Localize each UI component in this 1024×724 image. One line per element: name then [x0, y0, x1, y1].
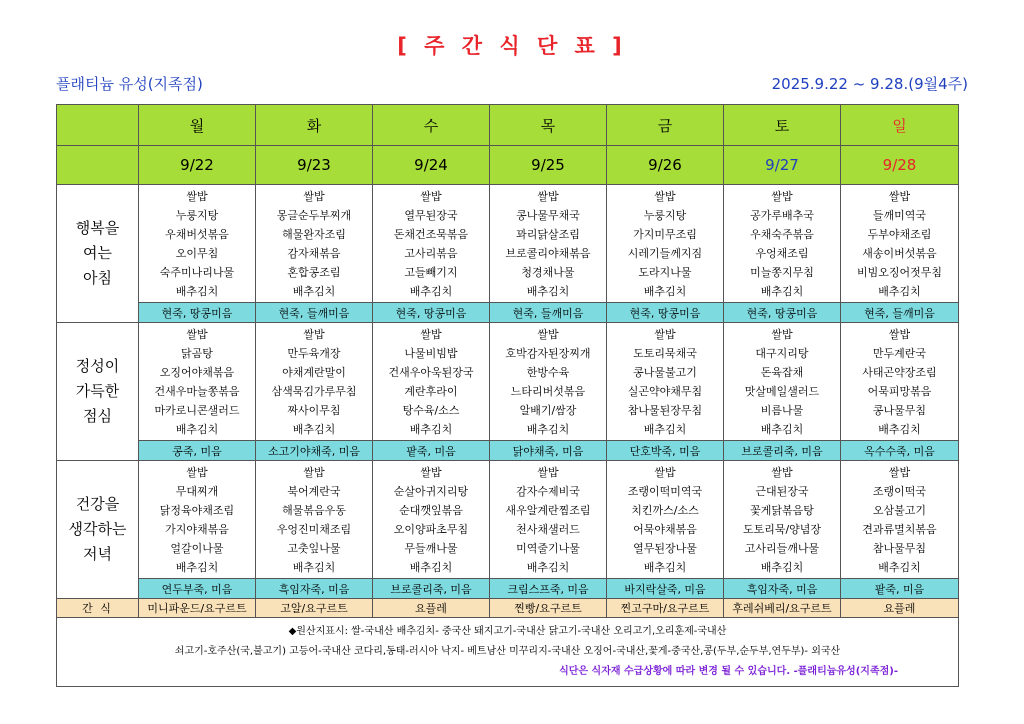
menu-item: 짜사이무침: [287, 403, 341, 417]
meal-label: [57, 461, 139, 599]
menu-item: 배추김치: [643, 560, 687, 574]
snack-cell: 후레쉬베리/요구르트: [724, 599, 841, 618]
menu-item: 쌀밥: [303, 465, 325, 479]
menu-cell: [256, 323, 373, 441]
menu-item: 북어계란국: [287, 484, 341, 498]
porridge-cell: 팥죽, 미음: [841, 579, 959, 599]
menu-item: 쌀밥: [420, 189, 442, 203]
corner-cell: [57, 105, 139, 146]
menu-item: 얼갈이나물: [170, 541, 224, 555]
menu-item: 조랭이떡미역국: [627, 484, 703, 498]
meal-label-line: 정성이: [75, 357, 120, 375]
porridge-cell: 현죽, 땅콩미음: [139, 303, 256, 323]
menu-item: 쌀밥: [186, 189, 208, 203]
menu-item: 돈채건조묵볶음: [393, 227, 469, 241]
snack-cell: 찐고구마/요구르트: [607, 599, 724, 618]
menu-item: 느타리버섯볶음: [510, 384, 586, 398]
menu-item: 도라지나물: [638, 265, 692, 279]
day-date: 9/26: [607, 146, 724, 185]
menu-cell: [724, 461, 841, 579]
day-name: 토: [724, 105, 841, 146]
day-date: 9/24: [373, 146, 490, 185]
menu-cell: [490, 185, 607, 303]
menu-item: 배추김치: [643, 284, 687, 298]
menu-item: 배추김치: [878, 284, 921, 298]
menu-item: 배추김치: [175, 560, 219, 574]
menu-item: 돈육잡채: [760, 365, 804, 379]
snack-row: [57, 599, 959, 618]
menu-item: 무들깨나물: [404, 541, 458, 555]
menu-item: 배추김치: [526, 422, 570, 436]
menu-item: 고사리들깨나물: [744, 541, 820, 555]
day-date: 9/27: [724, 146, 841, 185]
snack-cell: 요플레: [841, 599, 959, 618]
menu-item: 야채계란말이: [282, 365, 346, 379]
menu-item: 열무된장나물: [633, 541, 697, 555]
menu-cell: [373, 461, 490, 579]
snack-cell: 고알/요구르트: [256, 599, 373, 618]
meal-label: [57, 323, 139, 461]
menu-item: 대구지리탕: [755, 346, 809, 360]
menu-cell: [139, 323, 256, 441]
porridge-cell: 현죽, 들깨미음: [256, 303, 373, 323]
menu-item: 배추김치: [878, 422, 921, 436]
menu-item: 시레기들께지짐: [627, 246, 703, 260]
porridge-cell: 소고기야채죽, 미음: [256, 441, 373, 461]
porridge-cell: 현죽, 땅콩미음: [373, 303, 490, 323]
menu-item: 배추김치: [175, 284, 219, 298]
menu-item: 꽈리닭살조림: [516, 227, 580, 241]
meal-label-line: 저녁: [83, 545, 112, 563]
menu-item: 가지야채볶음: [165, 522, 229, 536]
menu-item: 쌀밥: [420, 327, 442, 341]
meal-row: [57, 323, 959, 441]
menu-item: 참나물된장무침: [627, 403, 703, 417]
menu-item: 쌀밥: [303, 189, 325, 203]
menu-item: 미늘쫑지무침: [750, 265, 814, 279]
menu-item: 쌀밥: [186, 465, 208, 479]
day-date: 9/23: [256, 146, 373, 185]
menu-item: 미역줄기나물: [516, 541, 580, 555]
menu-item: 배추김치: [760, 422, 804, 436]
menu-item: 감자채볶음: [287, 246, 341, 260]
menu-item: 쌀밥: [771, 327, 793, 341]
porridge-cell: 현죽, 땅콩미음: [724, 303, 841, 323]
menu-item: 무대찌개: [175, 484, 219, 498]
menu-item: 근대된장국: [755, 484, 809, 498]
meal-label-line: 점심: [83, 407, 112, 425]
menu-item: 해물볶음우동: [282, 503, 346, 517]
menu-cell: [607, 323, 724, 441]
menu-item: 어묵야채볶음: [633, 522, 697, 536]
day-name: 월: [139, 105, 256, 146]
porridge-cell: 브로콜리죽, 미음: [373, 579, 490, 599]
menu-item: 삼색묵김가루무침: [271, 384, 357, 398]
menu-item: 우채숙주볶음: [750, 227, 814, 241]
menu-item: 누룽지탕: [643, 208, 687, 222]
menu-item: 오이무침: [175, 246, 219, 260]
menu-item: 순살아귀지리탕: [393, 484, 469, 498]
menu-item: 우채버섯볶음: [165, 227, 229, 241]
menu-item: 쌀밥: [537, 327, 559, 341]
footer-row: [57, 618, 959, 687]
meal-row: [57, 185, 959, 303]
menu-item: 배추김치: [409, 284, 453, 298]
snack-label: 간 식: [57, 599, 139, 618]
menu-item: 고사리볶음: [404, 246, 458, 260]
menu-item: 한방수육: [526, 365, 570, 379]
menu-item: 우엉채조림: [755, 246, 809, 260]
menu-item: 혼합콩조림: [287, 265, 341, 279]
menu-item: 계란후라이: [404, 384, 458, 398]
origin-line-1: ◆원산지표시: 쌀-국내산 배추김치- 중국산 돼지고기-국내산 닭고기-국내산 오리고기,오리훈제-국내산: [288, 626, 727, 637]
menu-item: 알배기/쌈장: [519, 403, 577, 417]
menu-cell: [607, 461, 724, 579]
porridge-cell: 옥수수죽, 미음: [841, 441, 959, 461]
menu-item: 건새우마늘쫑볶음: [154, 384, 240, 398]
menu-item: 배추김치: [878, 560, 921, 574]
menu-item: 공가루배추국: [750, 208, 814, 222]
menu-item: 열무된장국: [404, 208, 458, 222]
meal-label: [57, 185, 139, 323]
menu-item: 들깨미역국: [872, 208, 927, 222]
menu-item: 비름나물: [760, 403, 804, 417]
menu-item: 쌀밥: [537, 189, 559, 203]
menu-cell: [373, 323, 490, 441]
menu-item: 누룽지탕: [175, 208, 219, 222]
menu-item: 새우알계란찜조림: [505, 503, 591, 517]
menu-item: 도토리묵/양념장: [742, 522, 822, 536]
menu-item: 만두육개장: [287, 346, 341, 360]
porridge-cell: 흑임자죽, 미음: [724, 579, 841, 599]
porridge-cell: 흑임자죽, 미음: [256, 579, 373, 599]
menu-item: 배추김치: [292, 560, 336, 574]
menu-item: 쌀밥: [771, 465, 793, 479]
menu-item: 콩나물무침: [872, 403, 927, 417]
menu-item: 비빔오징어젓무침: [856, 265, 942, 279]
porridge-cell: 현죽, 땅콩미음: [607, 303, 724, 323]
weekly-menu-table: [56, 104, 959, 687]
snack-cell: 찐빵/요구르트: [490, 599, 607, 618]
porridge-cell: 현죽, 들깨미음: [841, 303, 959, 323]
day-name: 목: [490, 105, 607, 146]
menu-cell: [841, 461, 959, 579]
menu-item: 쌀밥: [888, 189, 911, 203]
menu-item: 배추김치: [760, 284, 804, 298]
footer-cell: [57, 618, 959, 687]
menu-item: 순대깻잎볶음: [399, 503, 463, 517]
menu-item: 배추김치: [526, 560, 570, 574]
menu-cell: [256, 185, 373, 303]
menu-item: 오이양파초무침: [393, 522, 469, 536]
menu-item: 배추김치: [409, 560, 453, 574]
menu-cell: [490, 461, 607, 579]
menu-item: 오삼불고기: [872, 503, 927, 517]
menu-cell: [490, 323, 607, 441]
menu-cell: [139, 461, 256, 579]
menu-item: 가지미무조림: [633, 227, 697, 241]
menu-cell: [607, 185, 724, 303]
page-title: [ 주 간 식 단 표 ]: [397, 34, 627, 58]
menu-period: 2025.9.22 ~ 9.28.(9월4주): [771, 75, 968, 93]
menu-item: 탕수육/소스: [402, 403, 460, 417]
menu-item: 쌀밥: [303, 327, 325, 341]
menu-item: 쌀밥: [888, 465, 911, 479]
menu-item: 청경채나물: [521, 265, 575, 279]
menu-item: 닭곰탕: [181, 346, 213, 360]
menu-item: 우엉진미채조림: [276, 522, 352, 536]
meal-label-line: 건강을: [75, 495, 120, 513]
menu-item: 쌀밥: [537, 465, 559, 479]
menu-item: 배추김치: [760, 560, 804, 574]
porridge-row: [57, 303, 959, 323]
porridge-cell: 크림스프죽, 미음: [490, 579, 607, 599]
menu-cell: [139, 185, 256, 303]
menu-item: 참나물무침: [872, 541, 927, 555]
menu-item: 배추김치: [643, 422, 687, 436]
menu-item: 쌀밥: [888, 327, 911, 341]
menu-cell: [724, 185, 841, 303]
menu-cell: [256, 461, 373, 579]
menu-item: 꽃게닭볶음탕: [750, 503, 814, 517]
day-name: 일: [841, 105, 959, 146]
menu-item: 나물비빔밥: [404, 346, 458, 360]
menu-item: 닭정육야채조림: [159, 503, 235, 517]
meal-label-line: 아침: [83, 269, 112, 287]
day-name: 화: [256, 105, 373, 146]
meal-label-line: 여는: [83, 244, 112, 262]
change-notice: 식단은 식자재 수급상황에 따라 변경 될 수 있습니다. -플래티늄유성(지족점)-: [559, 666, 898, 677]
menu-item: 콩나물무채국: [516, 208, 580, 222]
porridge-cell: 팥죽, 미음: [373, 441, 490, 461]
menu-item: 쌀밥: [186, 327, 208, 341]
menu-item: 만두계란국: [872, 346, 927, 360]
porridge-cell: 연두부죽, 미음: [139, 579, 256, 599]
porridge-cell: 닭야채죽, 미음: [490, 441, 607, 461]
menu-item: 어묵피망볶음: [867, 384, 932, 398]
menu-item: 쌀밥: [654, 327, 676, 341]
menu-cell: [373, 185, 490, 303]
day-name: 금: [607, 105, 724, 146]
menu-item: 배추김치: [292, 284, 336, 298]
porridge-cell: 단호박죽, 미음: [607, 441, 724, 461]
menu-cell: [724, 323, 841, 441]
menu-item: 견과류멸치볶음: [862, 522, 937, 536]
day-date: 9/25: [490, 146, 607, 185]
menu-item: 건새우아욱된장국: [388, 365, 474, 379]
day-date: 9/28: [841, 146, 959, 185]
menu-item: 오징어야채볶음: [159, 365, 235, 379]
menu-item: 천사채샐러드: [516, 522, 580, 536]
porridge-row: [57, 579, 959, 599]
meal-row: [57, 461, 959, 579]
menu-item: 쌀밥: [654, 189, 676, 203]
store-name: 플래티늄 유성(지족점): [56, 75, 203, 93]
menu-item: 콩나물불고기: [633, 365, 697, 379]
date-header-row: [57, 146, 959, 185]
snack-cell: 미니파운드/요구르트: [139, 599, 256, 618]
menu-item: 마카로니콘샐러드: [154, 403, 240, 417]
porridge-cell: 현죽, 들깨미음: [490, 303, 607, 323]
origin-line-2: 쇠고기-호주산(국,불고기) 고등어-국내산 코다리,동태-러시아 낙지- 베트남산 미꾸리지-국내산 오징어-국내산,꽃게-중국산,콩(두부,순두부,연두부)- 외국산: [174, 646, 841, 657]
menu-item: 해물완자조림: [282, 227, 346, 241]
porridge-cell: 바지락살죽, 미음: [607, 579, 724, 599]
meal-label-line: 행복을: [75, 219, 120, 237]
menu-item: 실곤약야채무침: [627, 384, 703, 398]
porridge-cell: 콩죽, 미음: [139, 441, 256, 461]
menu-item: 두부야채조림: [867, 227, 932, 241]
day-header-row: [57, 105, 959, 146]
menu-item: 호박감자된장찌개: [505, 346, 591, 360]
menu-item: 사태곤약장조림: [862, 365, 937, 379]
menu-item: 쌀밥: [654, 465, 676, 479]
menu-item: 브로콜리야채볶음: [505, 246, 591, 260]
menu-item: 쌀밥: [771, 189, 793, 203]
menu-item: 숙주미나리나물: [159, 265, 235, 279]
porridge-row: [57, 441, 959, 461]
menu-item: 맛살메일샐러드: [744, 384, 820, 398]
corner-cell: [57, 146, 139, 185]
porridge-cell: 브로콜리죽, 미음: [724, 441, 841, 461]
snack-cell: 요플레: [373, 599, 490, 618]
menu-item: 조랭이떡국: [872, 484, 927, 498]
menu-cell: [841, 185, 959, 303]
menu-item: 감자수제비국: [516, 484, 580, 498]
menu-item: 배추김치: [292, 422, 336, 436]
day-name: 수: [373, 105, 490, 146]
menu-item: 배추김치: [175, 422, 219, 436]
menu-item: 고들빼기지: [404, 265, 458, 279]
menu-item: 새송이버섯볶음: [862, 246, 937, 260]
menu-cell: [841, 323, 959, 441]
menu-item: 배추김치: [409, 422, 453, 436]
menu-item: 도토리묵채국: [633, 346, 697, 360]
menu-item: 치킨까스/소스: [631, 503, 699, 517]
day-date: 9/22: [139, 146, 256, 185]
menu-item: 몽글순두부찌개: [276, 208, 352, 222]
menu-item: 고춧잎나물: [287, 541, 341, 555]
meal-label-line: 가득한: [75, 382, 120, 400]
menu-item: 쌀밥: [420, 465, 442, 479]
menu-item: 배추김치: [526, 284, 570, 298]
meal-label-line: 생각하는: [68, 520, 127, 538]
